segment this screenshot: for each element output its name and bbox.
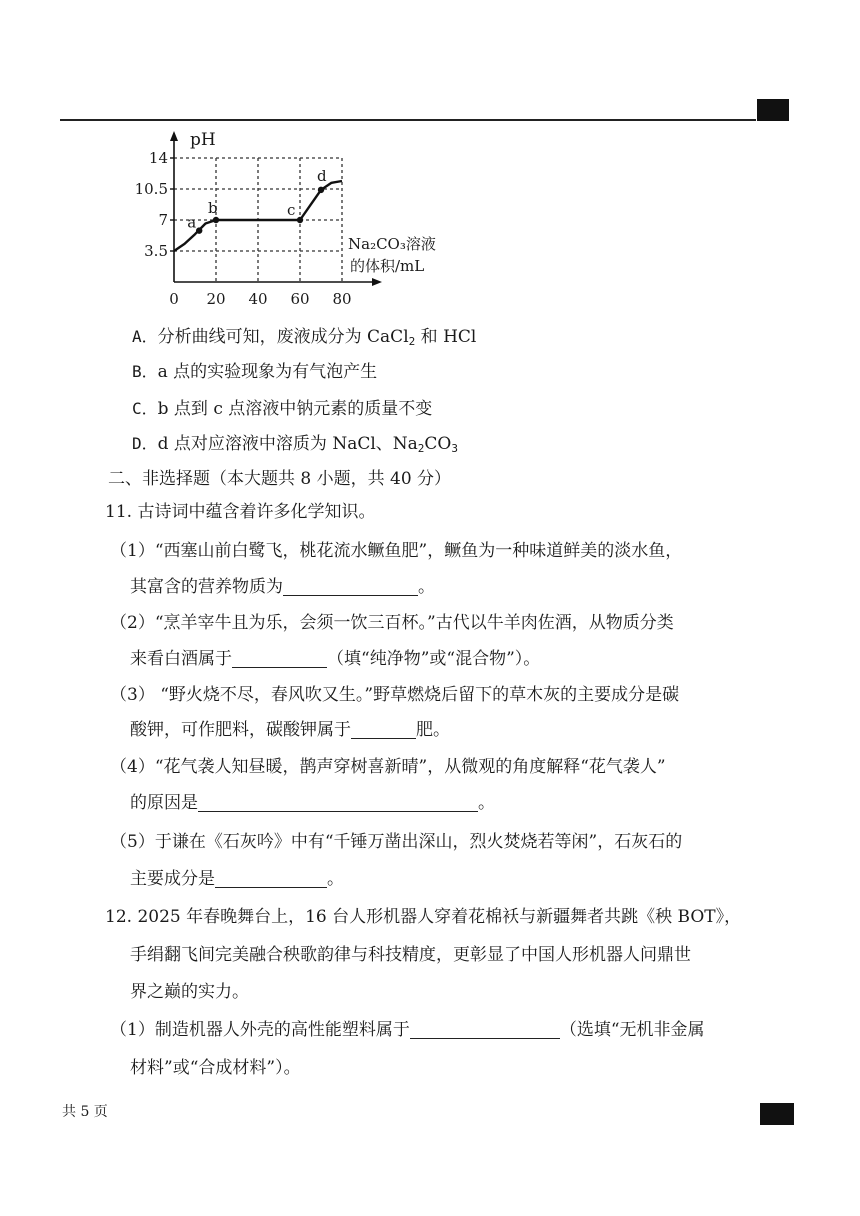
y-axis-label: pH xyxy=(190,130,216,150)
q11-p3-text: 酸钾，可作肥料，碳酸钾属于 xyxy=(130,720,351,740)
x-axis-label-line1: Na₂CO₃溶液 xyxy=(348,235,436,253)
option-c-prefix: C． xyxy=(132,399,158,418)
q11-title: 11. 古诗词中蕴含着许多化学知识。 xyxy=(105,502,376,522)
q12-p1-answer-blank[interactable] xyxy=(410,1020,560,1039)
q11-p2-text: 来看白酒属于 xyxy=(130,649,232,669)
option-b-prefix: B． xyxy=(132,362,158,381)
q11-p1-text: 其富含的营养物质为 xyxy=(130,577,283,597)
q11-p2-line1: （2）“烹羊宰牛且为乐，会须一饮三百杯。”古代以牛羊肉佐酒，从物质分类 xyxy=(110,613,674,633)
y-axis-arrow xyxy=(170,131,178,141)
q11-p4-line1: （4）“花气袭人知昼暖，鹊声穿树喜新晴”，从微观的角度解释“花气袭人” xyxy=(110,757,666,777)
q12-line2: 手绢翻飞间完美融合秧歌韵律与科技精度，更彰显了中国人形机器人问鼎世 xyxy=(130,945,691,965)
q11-p5-end: 。 xyxy=(327,869,344,889)
x-axis-arrow xyxy=(372,278,382,286)
q11-p3-line1: （3） “野火烧不尽，春风吹又生。”野草燃烧后留下的草木灰的主要成分是碳 xyxy=(110,685,680,705)
q11-p1-line1: （1）“西塞山前白鹭飞，桃花流水鳜鱼肥”，鳜鱼为一种味道鲜美的淡水鱼， xyxy=(110,541,683,561)
q11-p3-answer-blank[interactable] xyxy=(351,720,416,739)
y-tick-label: 14 xyxy=(148,149,168,167)
option-d-sub: 2 xyxy=(417,442,425,455)
q11-p4-end: 。 xyxy=(478,793,495,813)
option-b-text: a 点的实验现象为有气泡产生 xyxy=(157,362,378,382)
q11-p5-line1: （5）于谦在《石灰吟》中有“千锤万凿出深山，烈火焚烧若等闲”，石灰石的 xyxy=(110,832,683,852)
q11-p1-answer-blank[interactable] xyxy=(283,577,418,596)
y-tick-label: 10.5 xyxy=(134,180,168,198)
option-a-sub: 2 xyxy=(408,335,416,348)
ph-curve xyxy=(174,181,342,251)
point-label-b: b xyxy=(208,199,218,217)
q11-p2-line2 xyxy=(130,647,540,671)
page-footer: 共 5 页 xyxy=(62,1104,108,1120)
option-a-prefix: A． xyxy=(132,327,158,346)
q11-p5-answer-blank[interactable] xyxy=(215,869,327,888)
y-tick-label: 7 xyxy=(158,211,168,229)
x-tick-label: 60 xyxy=(290,290,310,308)
q12-p1-text: （1）制造机器人外壳的高性能塑料属于 xyxy=(110,1020,410,1040)
q11-p5-line2 xyxy=(130,867,344,891)
top-rule xyxy=(60,119,756,121)
option-b xyxy=(132,360,377,384)
x-axis-label-line2: 的体积/mL xyxy=(350,257,425,275)
x-tick-label: 20 xyxy=(206,290,226,308)
option-a-tail: 和 HCl xyxy=(415,327,477,347)
q11-p2-answer-blank[interactable] xyxy=(232,649,327,668)
q12-line3: 界之巅的实力。 xyxy=(130,982,249,1002)
point-d xyxy=(318,187,324,193)
q12-p1-line1 xyxy=(110,1018,705,1042)
x-tick-label: 0 xyxy=(169,290,179,308)
ph-chart xyxy=(130,125,436,310)
chart-series xyxy=(174,181,342,251)
q11-p4-answer-blank[interactable] xyxy=(198,793,478,812)
option-d-tail: CO xyxy=(424,434,452,454)
registration-mark-top xyxy=(757,99,789,121)
point-label-a: a xyxy=(187,213,197,232)
option-d-prefix: D． xyxy=(132,434,158,453)
q12-p1-options: （选填“无机非金属 xyxy=(559,1020,705,1040)
q11-p3-line2 xyxy=(130,718,450,742)
option-c-text: b 点到 c 点溶液中钠元素的质量不变 xyxy=(157,399,433,419)
q12-p1-line2: 材料”或“合成材料”）。 xyxy=(130,1058,301,1078)
q12-line1: 12. 2025 年春晚舞台上，16 台人形机器人穿着花棉袄与新疆舞者共跳《秧 BOT》， xyxy=(105,907,742,927)
x-tick-label: 40 xyxy=(248,290,268,308)
q11-p4-text: 的原因是 xyxy=(130,793,198,813)
option-c xyxy=(132,397,432,421)
option-a-text: 分析曲线可知，废液成分为 CaCl xyxy=(157,327,409,347)
x-tick-label: 80 xyxy=(332,290,352,308)
point-a xyxy=(196,227,202,233)
point-label-d: d xyxy=(317,166,327,185)
option-d-text: d 点对应溶液中溶质为 NaCl、Na xyxy=(157,434,418,454)
option-d xyxy=(132,432,458,456)
point-b xyxy=(213,217,219,223)
q11-p1-end: 。 xyxy=(418,577,435,597)
q11-p4-line2 xyxy=(130,791,495,815)
q11-p1-line2 xyxy=(130,575,435,599)
registration-mark-bottom xyxy=(760,1103,794,1125)
option-d-sub2: 3 xyxy=(451,442,458,455)
option-a xyxy=(132,325,476,349)
q11-p3-end: 肥。 xyxy=(416,720,450,740)
y-tick-label: 3.5 xyxy=(144,242,168,260)
section-heading: 二、非选择题（本大题共 8 小题，共 40 分） xyxy=(108,469,452,489)
q11-p5-text: 主要成分是 xyxy=(130,869,215,889)
q11-p2-end: （填“纯净物”或“混合物”）。 xyxy=(327,649,541,669)
point-c xyxy=(297,217,303,223)
point-label-c: c xyxy=(287,201,296,219)
